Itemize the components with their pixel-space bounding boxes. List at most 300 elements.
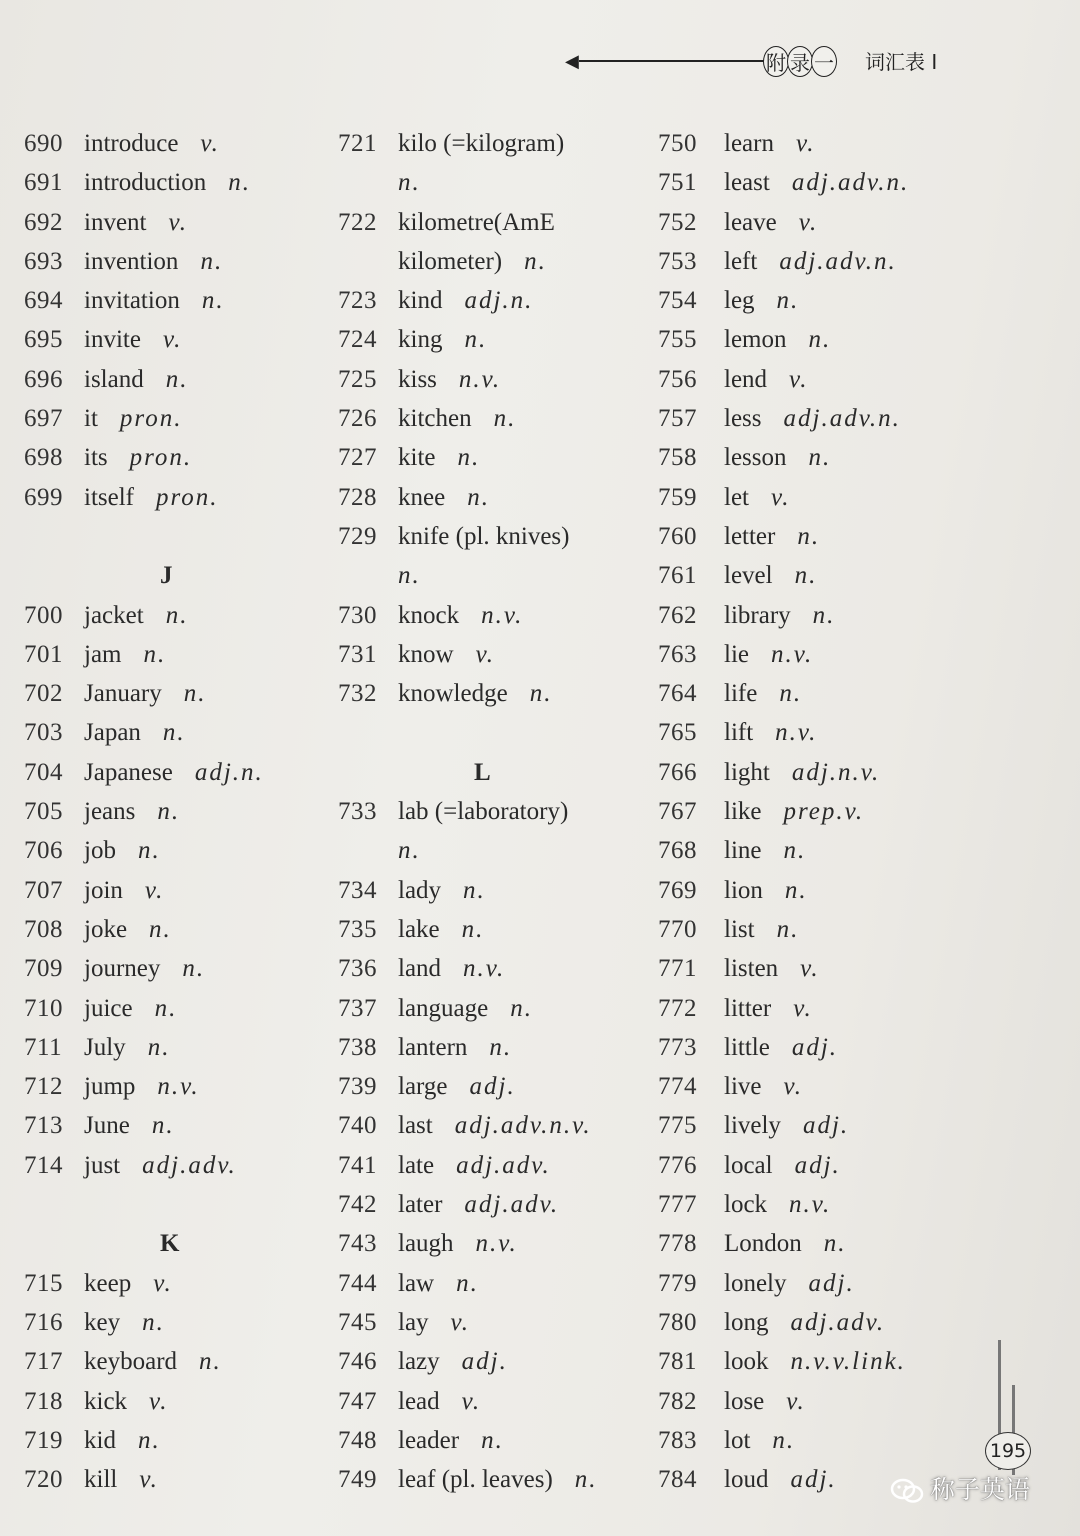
section-title: 词汇表 I (865, 50, 938, 74)
entry-part-of-speech: n. (228, 169, 251, 197)
entry-word: laugh (398, 1230, 454, 1258)
entry-word-line (398, 831, 421, 870)
entry-word: leave (724, 208, 777, 236)
vocab-entry (24, 1028, 324, 1067)
entry-word-line (724, 242, 897, 281)
entry-number: 734 (338, 876, 377, 904)
entry-word: lady (398, 876, 442, 904)
entry-word-line (84, 438, 192, 477)
entry-word-line (724, 753, 880, 792)
vocab-entry (338, 360, 638, 399)
entry-number: 778 (658, 1230, 697, 1258)
entry-number: 727 (338, 444, 377, 472)
entry-part-of-speech: n. (574, 1466, 598, 1494)
entry-number: 728 (338, 483, 377, 511)
entry-part-of-speech: n. (481, 1426, 504, 1454)
entry-word: job (84, 837, 116, 865)
entry-number: 762 (658, 601, 697, 629)
vocab-entry (24, 871, 324, 910)
entry-part-of-speech: v. (786, 1387, 806, 1415)
entry-word: leader (398, 1426, 460, 1454)
entry-word: long (724, 1308, 769, 1336)
entry-number: 777 (658, 1191, 697, 1219)
appendix-char: 一 (811, 46, 837, 77)
letter-heading-text: J (160, 562, 173, 590)
vocab-entry (338, 910, 638, 949)
entry-word: lab (=laboratory) (398, 798, 569, 826)
vocab-entry (338, 596, 638, 635)
entry-part-of-speech: v. (139, 1466, 159, 1494)
vocab-entry (24, 1303, 324, 1342)
entry-part-of-speech: n. (510, 994, 533, 1022)
entry-word-line (724, 478, 791, 517)
entry-number: 753 (658, 247, 697, 275)
entry-word-line (724, 438, 831, 477)
entry-word: lake (398, 915, 440, 943)
entry-word-line (724, 517, 820, 556)
entry-number: 740 (338, 1112, 377, 1140)
entry-number: 711 (24, 1033, 63, 1061)
entry-number: 737 (338, 994, 377, 1022)
vocab-entry (24, 1146, 324, 1185)
entry-number: 704 (24, 758, 63, 786)
vocab-column-3 (658, 124, 958, 1499)
entry-word-line (84, 1421, 161, 1460)
entry-word: leaf (pl. leaves) (398, 1466, 553, 1494)
entry-part-of-speech: v. (149, 1387, 169, 1415)
entry-number: 703 (24, 719, 63, 747)
entry-word-line (84, 989, 177, 1028)
entry-word-line (398, 399, 516, 438)
entry-word-line (724, 674, 802, 713)
entry-number: 722 (338, 208, 377, 236)
entry-word: leg (724, 287, 755, 315)
entry-part-of-speech: n. (398, 169, 421, 197)
vocab-entry (24, 1067, 324, 1106)
entry-word-line (84, 1460, 159, 1499)
entry-word: lazy (398, 1348, 440, 1376)
entry-word-line (724, 1185, 831, 1224)
vocab-entry (658, 1264, 958, 1303)
entry-part-of-speech: n. (461, 915, 485, 943)
entry-word-line (724, 635, 813, 674)
entry-part-of-speech: n. (157, 798, 181, 826)
entry-word-line (84, 1342, 222, 1381)
entry-part-of-speech: adj.n.v. (791, 758, 881, 786)
entry-word: law (398, 1269, 435, 1297)
entry-word-line (398, 674, 552, 713)
vocab-entry (24, 517, 324, 556)
entry-part-of-speech: v. (162, 326, 183, 354)
vocab-entry (658, 949, 958, 988)
entry-word-line (398, 1224, 518, 1263)
entry-word-line (84, 399, 182, 438)
letter-heading-text: L (474, 758, 491, 786)
appendix-char: 附 (763, 46, 789, 77)
entry-part-of-speech: n. (149, 915, 172, 943)
entry-word: lion (724, 876, 763, 904)
entry-number: 709 (24, 955, 63, 983)
vocab-entry (338, 203, 638, 242)
vocab-entry (338, 1067, 638, 1106)
page-number: 195 (985, 1432, 1031, 1470)
appendix-char: 录 (787, 46, 813, 77)
entry-word: Japan (84, 719, 141, 747)
vocab-entry (338, 989, 638, 1028)
entry-word-line (724, 1264, 855, 1303)
entry-word-line (724, 831, 806, 870)
letter-heading (338, 753, 638, 792)
entry-part-of-speech: n. (467, 483, 490, 511)
entry-number: 713 (24, 1112, 63, 1140)
wechat-icon (890, 1478, 924, 1504)
entry-number: 766 (658, 758, 697, 786)
letter-heading-text: K (160, 1230, 180, 1258)
entry-word: little (724, 1033, 770, 1061)
entry-word-line (398, 1264, 479, 1303)
vocab-entry (24, 242, 324, 281)
vocab-entry (338, 124, 638, 163)
vocab-entry (658, 910, 958, 949)
entry-word-line (724, 203, 818, 242)
entry-word-line (84, 281, 225, 320)
entry-word: loud (724, 1466, 769, 1494)
entry-part-of-speech: n. (776, 287, 800, 315)
vocab-entry (658, 1146, 958, 1185)
vocab-entry (338, 438, 638, 477)
entry-word: king (398, 326, 443, 354)
entry-number: 746 (338, 1348, 377, 1376)
entry-word-line (84, 242, 223, 281)
entry-part-of-speech: pron. (129, 444, 193, 472)
entry-part-of-speech: n.v.v.link. (790, 1348, 906, 1376)
entry-part-of-speech: v. (793, 994, 813, 1022)
entry-number: 741 (338, 1151, 377, 1179)
vocab-entry (658, 203, 958, 242)
vocab-entry (24, 1421, 324, 1460)
entry-word: kite (398, 444, 436, 472)
entry-number: 712 (24, 1073, 63, 1101)
entry-number: 697 (24, 405, 63, 433)
entry-word: live (724, 1073, 762, 1101)
entry-number: 783 (658, 1426, 697, 1454)
entry-number: 723 (338, 287, 377, 315)
entry-number: 769 (658, 876, 697, 904)
entry-part-of-speech: n.v. (463, 955, 506, 983)
entry-part-of-speech: n. (808, 444, 832, 472)
appendix-label (763, 46, 835, 77)
entry-word-line (398, 1342, 508, 1381)
vocab-entry (24, 674, 324, 713)
vocab-entry (658, 792, 958, 831)
entry-word: its (84, 444, 108, 472)
entry-word: lend (724, 365, 768, 393)
entry-part-of-speech: v. (795, 130, 816, 157)
entry-part-of-speech: adj.adv. (142, 1151, 237, 1179)
entry-number: 705 (24, 798, 63, 826)
vocab-entry (338, 1146, 638, 1185)
vocab-entry (658, 831, 958, 870)
entry-word-line (84, 1028, 170, 1067)
entry-part-of-speech: adj.n. (194, 758, 264, 786)
entry-word: local (724, 1151, 773, 1179)
watermark (890, 1470, 1060, 1510)
entry-word: introduce (84, 130, 179, 157)
entry-word-line (398, 792, 590, 831)
entry-part-of-speech: n. (784, 876, 808, 904)
entry-word: knee (398, 483, 446, 511)
entry-number: 692 (24, 208, 63, 236)
entry-word-line (724, 1382, 806, 1421)
entry-number: 690 (24, 130, 63, 157)
entry-number: 696 (24, 365, 63, 393)
entry-number: 748 (338, 1426, 377, 1454)
vocab-entry (338, 1028, 638, 1067)
entry-word-line (84, 1303, 165, 1342)
entry-part-of-speech: n. (137, 1426, 161, 1454)
entry-word: kill (84, 1466, 118, 1494)
entry-number: 745 (338, 1308, 377, 1336)
entry-part-of-speech: adj. (794, 1151, 841, 1179)
entry-number: 718 (24, 1387, 63, 1415)
vocab-entry (658, 281, 958, 320)
entry-number: 736 (338, 955, 377, 983)
entry-number: 771 (658, 955, 697, 983)
entry-number: 764 (658, 680, 697, 708)
entry-part-of-speech: n. (779, 680, 803, 708)
entry-word: lay (398, 1308, 429, 1336)
vocab-entry (24, 124, 324, 163)
entry-word-line (724, 1067, 803, 1106)
entry-word-line (398, 124, 586, 163)
entry-word-line (398, 556, 421, 595)
entry-word: land (398, 955, 442, 983)
entry-word: letter (724, 522, 776, 550)
entry-part-of-speech: adj. (791, 1033, 839, 1061)
watermark-text: 称子英语 (930, 1475, 1031, 1504)
entry-number: 706 (24, 837, 63, 865)
entry-number: 750 (658, 130, 697, 157)
entry-word-line (724, 1106, 849, 1145)
vocab-entry (24, 596, 324, 635)
entry-word: lemon (724, 326, 787, 354)
entry-word-line (724, 1224, 847, 1263)
entry-part-of-speech: v. (800, 955, 820, 983)
entry-word-line (724, 399, 901, 438)
entry-word-line (398, 910, 484, 949)
entry-part-of-speech: n. (162, 719, 186, 747)
vocab-entry (338, 320, 638, 359)
entry-word-line (724, 1028, 838, 1067)
entry-part-of-speech: v. (475, 640, 496, 668)
vocab-entry (338, 399, 638, 438)
entry-number: 720 (24, 1466, 63, 1494)
entry-number: 730 (338, 601, 377, 629)
entry-part-of-speech: v. (168, 208, 188, 236)
entry-part-of-speech: adj. (469, 1073, 516, 1101)
entry-part-of-speech: adj.adv.n. (783, 405, 901, 433)
vocab-entry (658, 320, 958, 359)
entry-word-line (724, 163, 909, 202)
entry-word: knife (pl. knives) (398, 522, 570, 550)
entry-word-line (84, 1382, 169, 1421)
entry-word-line (398, 1460, 598, 1499)
entry-part-of-speech: n. (151, 1112, 175, 1140)
entry-part-of-speech: adj. (790, 1466, 837, 1494)
entry-word-line (84, 163, 251, 202)
left-arrow-icon: ◀ (565, 51, 579, 71)
vocab-entry (338, 556, 638, 595)
entry-word: library (724, 601, 791, 629)
entry-part-of-speech: v. (783, 1073, 803, 1101)
entry-part-of-speech: v. (200, 130, 220, 157)
entry-number: 739 (338, 1073, 377, 1101)
vocab-entry (658, 1106, 958, 1145)
entry-word-line (398, 596, 523, 635)
entry-word: joke (84, 915, 128, 943)
vocab-entry (24, 949, 324, 988)
entry-word: kind (398, 287, 443, 315)
entry-word-line (398, 517, 591, 556)
entry-part-of-speech: adj. (802, 1112, 850, 1140)
entry-word-line (398, 635, 495, 674)
entry-word-line (724, 949, 820, 988)
entry-word: lonely (724, 1269, 787, 1297)
vocab-entry (658, 713, 958, 752)
vocab-entry (24, 831, 324, 870)
entry-word-line (84, 1067, 200, 1106)
entry-part-of-speech: n.v. (458, 365, 502, 393)
header-rule (579, 60, 769, 62)
entry-part-of-speech: n. (808, 326, 832, 354)
vocab-entry (658, 596, 958, 635)
entry-word: lot (724, 1426, 751, 1454)
vocab-entry (24, 1460, 324, 1499)
entry-part-of-speech: n. (489, 1033, 513, 1061)
entry-part-of-speech: n. (463, 876, 486, 904)
entry-number: 757 (658, 405, 697, 433)
entry-part-of-speech: prep.v. (783, 798, 865, 826)
entry-word-line (398, 163, 421, 202)
entry-word: jam (84, 640, 122, 668)
entry-word-line (84, 203, 188, 242)
entry-word: lift (724, 719, 754, 747)
entry-part-of-speech: v. (771, 483, 791, 511)
vocab-entry (24, 1382, 324, 1421)
entry-number: 776 (658, 1151, 697, 1179)
vocab-entry (658, 556, 958, 595)
entry-number: 729 (338, 522, 377, 550)
entry-number: 733 (338, 798, 377, 826)
entry-word: light (724, 758, 770, 786)
vocab-column-1 (24, 124, 324, 1499)
vocab-entry (658, 1303, 958, 1342)
entry-word: least (724, 169, 770, 197)
entry-number: 721 (338, 130, 377, 157)
entry-word-line (84, 753, 264, 792)
entry-part-of-speech: n. (797, 522, 821, 550)
entry-word-line (84, 713, 186, 752)
vocab-entry (338, 242, 638, 281)
entry-word-line (398, 281, 533, 320)
vocab-column-2 (338, 124, 638, 1499)
entry-part-of-speech: n. (143, 640, 167, 668)
vocab-entry (658, 478, 958, 517)
entry-part-of-speech: v. (450, 1308, 471, 1336)
entry-word-line (84, 1264, 173, 1303)
entry-number: 758 (658, 444, 697, 472)
entry-number: 732 (338, 680, 377, 708)
entry-part-of-speech: n.v. (157, 1073, 200, 1101)
entry-part-of-speech: n.v. (789, 1191, 832, 1219)
entry-word: large (398, 1073, 448, 1101)
entry-word: late (398, 1151, 435, 1179)
entry-word: lively (724, 1112, 781, 1140)
entry-word-line (84, 674, 207, 713)
entry-number: 742 (338, 1191, 377, 1219)
entry-word-line (398, 1106, 592, 1145)
vocab-entry (24, 910, 324, 949)
entry-part-of-speech: n. (457, 444, 481, 472)
vocab-entry (658, 989, 958, 1028)
entry-part-of-speech: n. (812, 601, 836, 629)
vocab-entry (658, 438, 958, 477)
entry-number: 773 (658, 1033, 697, 1061)
vocab-entry (658, 360, 958, 399)
entry-word-line (724, 792, 864, 831)
entry-word: list (724, 915, 755, 943)
entry-part-of-speech: n. (199, 1348, 222, 1376)
entry-part-of-speech: n. (165, 365, 189, 393)
vocab-entry (338, 1224, 638, 1263)
entry-word: less (724, 405, 762, 433)
entry-word-line (84, 124, 220, 163)
vocab-entry (658, 1067, 958, 1106)
entry-word-line (724, 1421, 795, 1460)
entry-part-of-speech: adj.adv. (790, 1308, 886, 1336)
entry-part-of-speech: adj.adv. (456, 1151, 551, 1179)
entry-number: 702 (24, 680, 63, 708)
entry-word-line (84, 360, 188, 399)
entry-number: 784 (658, 1466, 697, 1494)
vocab-entry (658, 753, 958, 792)
entry-number: 735 (338, 915, 377, 943)
entry-word-line (84, 320, 182, 359)
entry-number: 781 (658, 1348, 697, 1376)
entry-number: 780 (658, 1308, 697, 1336)
entry-word: knowledge (398, 680, 508, 708)
vocab-entry (338, 517, 638, 556)
vocab-entry (338, 1382, 638, 1421)
entry-word-line (398, 871, 486, 910)
entry-number: 694 (24, 287, 63, 315)
entry-part-of-speech: n. (464, 326, 488, 354)
entry-part-of-speech: n. (456, 1269, 479, 1297)
entry-word: invent (84, 208, 147, 236)
entry-word: lead (398, 1387, 440, 1415)
entry-part-of-speech: n. (794, 562, 818, 590)
entry-number: 708 (24, 915, 63, 943)
entry-word-line (398, 1421, 504, 1460)
entry-word-line (724, 281, 799, 320)
vocab-entry (658, 635, 958, 674)
vocab-entry (24, 360, 324, 399)
entry-number: 754 (658, 287, 697, 315)
entry-part-of-speech: n.v. (771, 640, 814, 668)
vocab-entry (658, 1224, 958, 1263)
entry-word-line (398, 360, 501, 399)
entry-word: last (398, 1112, 433, 1140)
